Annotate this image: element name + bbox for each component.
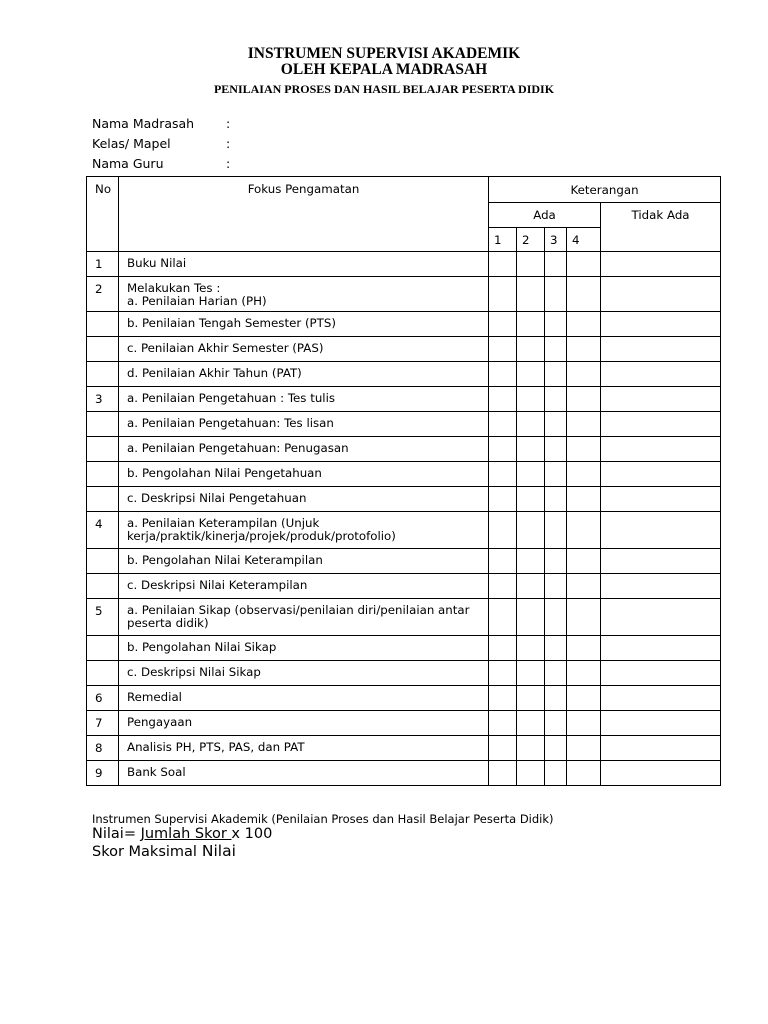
check-score-2[interactable] [517,574,545,599]
check-score-3[interactable] [545,337,567,362]
check-tidak-ada[interactable] [601,437,721,462]
check-tidak-ada[interactable] [601,462,721,487]
check-score-2[interactable] [517,252,545,277]
check-score-1[interactable] [489,337,517,362]
row-fokus-line: b. Pengolahan Nilai Sikap [127,640,277,654]
check-score-2[interactable] [517,362,545,387]
table-row [87,661,721,686]
check-tidak-ada[interactable] [601,337,721,362]
check-score-4[interactable] [567,487,601,512]
check-score-4[interactable] [567,711,601,736]
row-fokus-line: a. Penilaian Keterampilan (Unjuk [127,516,320,530]
check-score-2[interactable] [517,661,545,686]
table-row [87,549,721,574]
table-row [87,512,721,549]
check-score-2[interactable] [517,412,545,437]
row-fokus [119,711,489,736]
check-score-1[interactable] [489,549,517,574]
header-tidak-ada: Tidak Ada [601,203,721,252]
row-number: 4 [87,512,119,549]
header-score-2: 2 [517,228,545,252]
check-score-1[interactable] [489,362,517,387]
formula-denominator-tail: Nilai [196,842,236,860]
check-score-3[interactable] [545,437,567,462]
check-score-1[interactable] [489,312,517,337]
check-score-2[interactable] [517,711,545,736]
check-tidak-ada[interactable] [601,574,721,599]
check-tidak-ada[interactable] [601,711,721,736]
header-score-3: 3 [545,228,567,252]
table-row [87,574,721,599]
table-row [87,487,721,512]
check-score-2[interactable] [517,387,545,412]
check-tidak-ada[interactable] [601,549,721,574]
formula-denominator: Skor Maksimal [92,844,197,860]
check-score-1[interactable] [489,252,517,277]
check-score-2[interactable] [517,337,545,362]
formula-suffix: x 100 [231,826,273,842]
table-row [87,736,721,761]
header-keterangan: Keterangan [489,177,721,203]
header-no: No [87,177,119,252]
check-tidak-ada[interactable] [601,387,721,412]
check-score-2[interactable] [517,736,545,761]
row-fokus-line: c. Deskripsi Nilai Sikap [127,665,261,679]
info-nama-madrasah [92,116,230,131]
check-tidak-ada[interactable] [601,512,721,549]
row-fokus-line: Bank Soal [127,765,186,779]
row-fokus-line: c. Deskripsi Nilai Keterampilan [127,578,308,592]
row-fokus [119,277,489,312]
check-score-2[interactable] [517,761,545,786]
row-number [87,661,119,686]
row-fokus-line: Pengayaan [127,715,193,729]
check-score-3[interactable] [545,761,567,786]
check-score-3[interactable] [545,362,567,387]
row-fokus-line: a. Penilaian Pengetahuan: Tes lisan [127,416,334,430]
table-row [87,686,721,711]
check-score-1[interactable] [489,387,517,412]
check-score-2[interactable] [517,312,545,337]
header-score-1: 1 [489,228,517,252]
check-score-3[interactable] [545,412,567,437]
row-fokus-line: Buku Nilai [127,256,187,270]
row-fokus [119,686,489,711]
check-score-4[interactable] [567,277,601,312]
info-separator: : [226,156,231,171]
row-number [87,312,119,337]
check-score-2[interactable] [517,437,545,462]
row-fokus [119,437,489,462]
observation-table [86,176,721,786]
row-number [87,437,119,462]
row-fokus-line: Analisis PH, PTS, PAS, dan PAT [127,740,305,754]
check-score-1[interactable] [489,636,517,661]
info-label: Nama Madrasah [92,116,195,131]
row-fokus [119,412,489,437]
check-score-3[interactable] [545,736,567,761]
score-formula-denominator [92,843,236,861]
row-number: 8 [87,736,119,761]
check-score-4[interactable] [567,337,601,362]
row-fokus-line: c. Deskripsi Nilai Pengetahuan [127,491,307,505]
table-body [87,252,721,786]
check-score-4[interactable] [567,387,601,412]
table-row [87,761,721,786]
table-row [87,462,721,487]
check-score-3[interactable] [545,636,567,661]
row-number: 5 [87,599,119,636]
info-label: Kelas/ Mapel [92,136,171,151]
check-score-2[interactable] [517,512,545,549]
row-fokus [119,599,489,636]
check-score-4[interactable] [567,362,601,387]
table-row [87,277,721,312]
document-title-line2: OLEH KEPALA MADRASAH [280,61,488,78]
check-score-3[interactable] [545,487,567,512]
score-formula [92,826,272,843]
check-score-3[interactable] [545,312,567,337]
check-score-2[interactable] [517,487,545,512]
row-fokus [119,512,489,549]
check-score-4[interactable] [567,412,601,437]
check-score-1[interactable] [489,437,517,462]
row-number [87,362,119,387]
table-row [87,711,721,736]
row-fokus-line: a. Penilaian Pengetahuan : Tes tulis [127,391,335,405]
check-score-1[interactable] [489,277,517,312]
row-number [87,487,119,512]
check-tidak-ada[interactable] [601,362,721,387]
check-tidak-ada[interactable] [601,277,721,312]
check-tidak-ada[interactable] [601,312,721,337]
info-label: Nama Guru [92,156,164,171]
header-score-4: 4 [567,228,601,252]
check-tidak-ada[interactable] [601,487,721,512]
info-kelas-mapel [92,136,230,151]
check-score-2[interactable] [517,636,545,661]
check-score-2[interactable] [517,277,545,312]
check-tidak-ada[interactable] [601,252,721,277]
check-score-3[interactable] [545,599,567,636]
header-fokus-pengamatan: Fokus Pengamatan [119,177,489,252]
row-fokus-line: b. Pengolahan Nilai Pengetahuan [127,466,322,480]
check-score-3[interactable] [545,387,567,412]
check-score-3[interactable] [545,512,567,549]
row-number: 9 [87,761,119,786]
check-score-1[interactable] [489,711,517,736]
row-fokus-line: kerja/praktik/kinerja/projek/produk/protofolio) [127,529,396,543]
row-fokus-line: Melakukan Tes : [127,281,221,295]
row-number: 3 [87,387,119,412]
row-number: 6 [87,686,119,711]
check-score-1[interactable] [489,487,517,512]
check-score-4[interactable] [567,636,601,661]
row-fokus [119,337,489,362]
check-score-1[interactable] [489,574,517,599]
check-score-4[interactable] [567,599,601,636]
check-score-1[interactable] [489,412,517,437]
row-number [87,462,119,487]
check-score-2[interactable] [517,686,545,711]
info-separator: : [226,116,231,131]
table-row [87,412,721,437]
row-fokus-line: peserta didik) [127,616,209,630]
check-score-4[interactable] [567,761,601,786]
row-fokus [119,736,489,761]
check-score-4[interactable] [567,462,601,487]
check-score-3[interactable] [545,686,567,711]
formula-numerator: Jumlah Skor [140,826,232,842]
check-tidak-ada[interactable] [601,412,721,437]
check-score-3[interactable] [545,252,567,277]
check-score-1[interactable] [489,661,517,686]
footer-caption: Instrumen Supervisi Akademik (Penilaian Proses dan Hasil Belajar Peserta Didik) [92,812,554,826]
row-number: 2 [87,277,119,312]
check-score-4[interactable] [567,512,601,549]
table-row [87,252,721,277]
check-score-3[interactable] [545,549,567,574]
row-fokus-line: b. Pengolahan Nilai Keterampilan [127,553,323,567]
row-fokus [119,574,489,599]
row-number [87,549,119,574]
table-row [87,437,721,462]
row-fokus [119,312,489,337]
check-score-3[interactable] [545,574,567,599]
row-fokus-line: a. Penilaian Sikap (observasi/penilaian diri/penilaian antar [127,603,470,617]
check-score-3[interactable] [545,277,567,312]
row-fokus-line: Remedial [127,690,182,704]
row-fokus [119,636,489,661]
row-fokus-line: a. Penilaian Harian (PH) [127,294,267,308]
check-tidak-ada[interactable] [601,636,721,661]
row-number [87,337,119,362]
check-tidak-ada[interactable] [601,599,721,636]
row-fokus-line: c. Penilaian Akhir Semester (PAS) [127,341,324,355]
row-number [87,574,119,599]
check-score-3[interactable] [545,462,567,487]
document-title: INSTRUMEN SUPERVISI AKADEMIK [247,45,521,62]
check-score-4[interactable] [567,574,601,599]
row-number: 1 [87,252,119,277]
check-score-3[interactable] [545,661,567,686]
info-separator: : [226,136,231,151]
table-row [87,312,721,337]
check-score-4[interactable] [567,736,601,761]
check-score-1[interactable] [489,686,517,711]
document-subtitle: PENILAIAN PROSES DAN HASIL BELAJAR PESERTA DIDIK [213,82,555,96]
row-number [87,412,119,437]
check-score-4[interactable] [567,549,601,574]
row-fokus [119,549,489,574]
row-fokus-line: a. Penilaian Pengetahuan: Penugasan [127,441,349,455]
check-tidak-ada[interactable] [601,686,721,711]
header-ada: Ada [489,203,601,228]
check-tidak-ada[interactable] [601,761,721,786]
row-number: 7 [87,711,119,736]
table-row [87,387,721,412]
row-fokus [119,362,489,387]
row-fokus [119,761,489,786]
check-score-4[interactable] [567,437,601,462]
row-fokus [119,462,489,487]
check-score-1[interactable] [489,462,517,487]
row-number [87,636,119,661]
row-fokus [119,487,489,512]
check-tidak-ada[interactable] [601,661,721,686]
table-row [87,599,721,636]
check-score-4[interactable] [567,661,601,686]
row-fokus [119,252,489,277]
row-fokus [119,387,489,412]
table-row [87,636,721,661]
check-score-2[interactable] [517,462,545,487]
info-nama-guru [92,156,230,171]
check-score-4[interactable] [567,686,601,711]
check-score-1[interactable] [489,761,517,786]
check-score-1[interactable] [489,736,517,761]
check-tidak-ada[interactable] [601,736,721,761]
table-row [87,362,721,387]
check-score-3[interactable] [545,711,567,736]
check-score-2[interactable] [517,599,545,636]
row-fokus [119,661,489,686]
check-score-2[interactable] [517,549,545,574]
formula-prefix: Nilai= [92,826,141,842]
check-score-1[interactable] [489,599,517,636]
row-fokus-line: b. Penilaian Tengah Semester (PTS) [127,316,336,330]
table-row [87,337,721,362]
check-score-4[interactable] [567,252,601,277]
check-score-1[interactable] [489,512,517,549]
check-score-4[interactable] [567,312,601,337]
row-fokus-line: d. Penilaian Akhir Tahun (PAT) [127,366,302,380]
